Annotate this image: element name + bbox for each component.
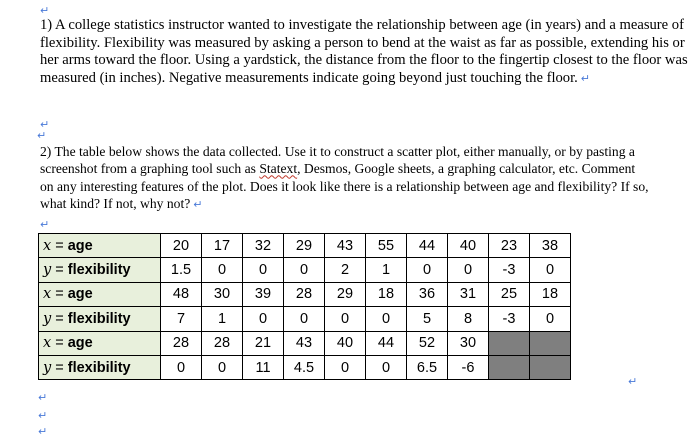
- table-cell: 0: [366, 355, 407, 379]
- table-row: [39, 282, 571, 306]
- table-cell: 38: [530, 234, 571, 258]
- label-word: age: [67, 335, 93, 352]
- table-cell: 11: [243, 355, 284, 379]
- label-word: age: [67, 286, 93, 303]
- table-cell: 0: [243, 258, 284, 282]
- table-cell: 28: [202, 331, 243, 355]
- empty-shaded-cell: [530, 331, 571, 355]
- label-var: x: [43, 237, 52, 254]
- table-row: [39, 234, 571, 258]
- table-cell: 40: [325, 331, 366, 355]
- table-row: [39, 331, 571, 355]
- table-cell: 30: [448, 331, 489, 355]
- table-cell: 0: [366, 307, 407, 331]
- label-eq: =: [51, 335, 68, 352]
- paragraph-mark: ↵: [628, 375, 638, 388]
- table-cell: 28: [284, 282, 325, 306]
- empty-shaded-cell: [530, 355, 571, 379]
- table-cell: 32: [243, 234, 284, 258]
- table-cell: 7: [161, 307, 202, 331]
- table-cell: -6: [448, 355, 489, 379]
- table-cell: 18: [366, 282, 407, 306]
- table-cell: 20: [161, 234, 202, 258]
- age-row-label: [39, 234, 161, 258]
- label-word: flexibility: [67, 310, 131, 327]
- question-2-text-start: 2) The table below shows the data collected. Use it to construct a scatter plot, either manually, or by pasting a screenshot from a graphing tool such as: [40, 144, 635, 177]
- label-var: y: [43, 310, 52, 327]
- spellcheck-flagged-word: Statext: [259, 161, 298, 177]
- flexibility-row-label: [39, 307, 161, 331]
- paragraph-mark: ↵: [37, 129, 47, 142]
- table-cell: 0: [325, 355, 366, 379]
- table-cell: -3: [489, 307, 530, 331]
- label-var: y: [43, 262, 52, 279]
- question-2-text-end: , Desmos, Google sheets, a graphing calculator, etc. Comment on any interesting features of the plot. Does it look like there is a relationship between age and flexibility? If so, what kind? If not, why not?: [40, 161, 649, 212]
- table-cell: 1: [202, 307, 243, 331]
- table-cell: 30: [202, 282, 243, 306]
- data-table: [38, 233, 571, 380]
- table-cell: 1.5: [161, 258, 202, 282]
- empty-shaded-cell: [489, 331, 530, 355]
- table-cell: 0: [448, 258, 489, 282]
- label-eq: =: [51, 310, 68, 327]
- table-cell: 2: [325, 258, 366, 282]
- paragraph-mark: ↵: [38, 391, 48, 404]
- label-var: x: [43, 335, 52, 352]
- label-eq: =: [51, 286, 68, 303]
- question-1-paragraph: [40, 17, 690, 87]
- age-row-label: [39, 282, 161, 306]
- table-cell: 21: [243, 331, 284, 355]
- table-cell: -3: [489, 258, 530, 282]
- table-cell: 8: [448, 307, 489, 331]
- table-cell: 31: [448, 282, 489, 306]
- table-cell: 36: [407, 282, 448, 306]
- table-row: [39, 355, 571, 379]
- table-cell: 52: [407, 331, 448, 355]
- table-cell: 44: [366, 331, 407, 355]
- label-word: age: [67, 237, 93, 254]
- table-cell: 0: [284, 307, 325, 331]
- label-var: y: [43, 359, 52, 376]
- table-cell: 29: [325, 282, 366, 306]
- question-2-paragraph: [40, 143, 650, 214]
- paragraph-mark: ↵: [580, 71, 591, 85]
- table-cell: 0: [530, 307, 571, 331]
- paragraph-mark: ↵: [40, 218, 50, 231]
- label-word: flexibility: [67, 262, 131, 279]
- table-cell: 43: [325, 234, 366, 258]
- table-cell: 4.5: [284, 355, 325, 379]
- table-cell: 1: [366, 258, 407, 282]
- table-cell: 6.5: [407, 355, 448, 379]
- table-cell: 0: [243, 307, 284, 331]
- label-word: flexibility: [67, 359, 131, 376]
- table-cell: 0: [530, 258, 571, 282]
- table-cell: 23: [489, 234, 530, 258]
- table-cell: 28: [161, 331, 202, 355]
- label-eq: =: [51, 359, 68, 376]
- table-cell: 55: [366, 234, 407, 258]
- label-eq: =: [51, 237, 68, 254]
- table-cell: 39: [243, 282, 284, 306]
- flexibility-row-label: [39, 258, 161, 282]
- label-eq: =: [51, 262, 68, 279]
- table-cell: 0: [284, 258, 325, 282]
- paragraph-mark: ↵: [40, 4, 50, 17]
- table-cell: 40: [448, 234, 489, 258]
- table-cell: 0: [202, 355, 243, 379]
- table-cell: 43: [284, 331, 325, 355]
- table-row: [39, 258, 571, 282]
- table-cell: 48: [161, 282, 202, 306]
- label-var: x: [43, 286, 52, 303]
- table-cell: 18: [530, 282, 571, 306]
- table-cell: 25: [489, 282, 530, 306]
- table-cell: 0: [407, 258, 448, 282]
- paragraph-mark: ↵: [38, 425, 48, 438]
- paragraph-mark: ↵: [38, 409, 48, 422]
- paragraph-mark: ↵: [40, 118, 50, 131]
- table-cell: 44: [407, 234, 448, 258]
- age-row-label: [39, 331, 161, 355]
- paragraph-mark: ↵: [193, 198, 203, 212]
- table-cell: 17: [202, 234, 243, 258]
- table-cell: 29: [284, 234, 325, 258]
- table-cell: 5: [407, 307, 448, 331]
- flexibility-row-label: [39, 355, 161, 379]
- empty-shaded-cell: [489, 355, 530, 379]
- table-row: [39, 307, 571, 331]
- question-1-text: 1) A college statistics instructor wanted to investigate the relationship between age (in years) and a measure of flexibility. Flexibility was measured by asking a person to bend at the waist as far as possible, extending his or her arms toward the floor. Using a yardstick, the distance from the floor to the fingertip closest to the floor was measured (in inches). Negative measurements indicate going beyond just touching the floor.: [40, 17, 688, 86]
- table-cell: 0: [202, 258, 243, 282]
- table-cell: 0: [161, 355, 202, 379]
- table-cell: 0: [325, 307, 366, 331]
